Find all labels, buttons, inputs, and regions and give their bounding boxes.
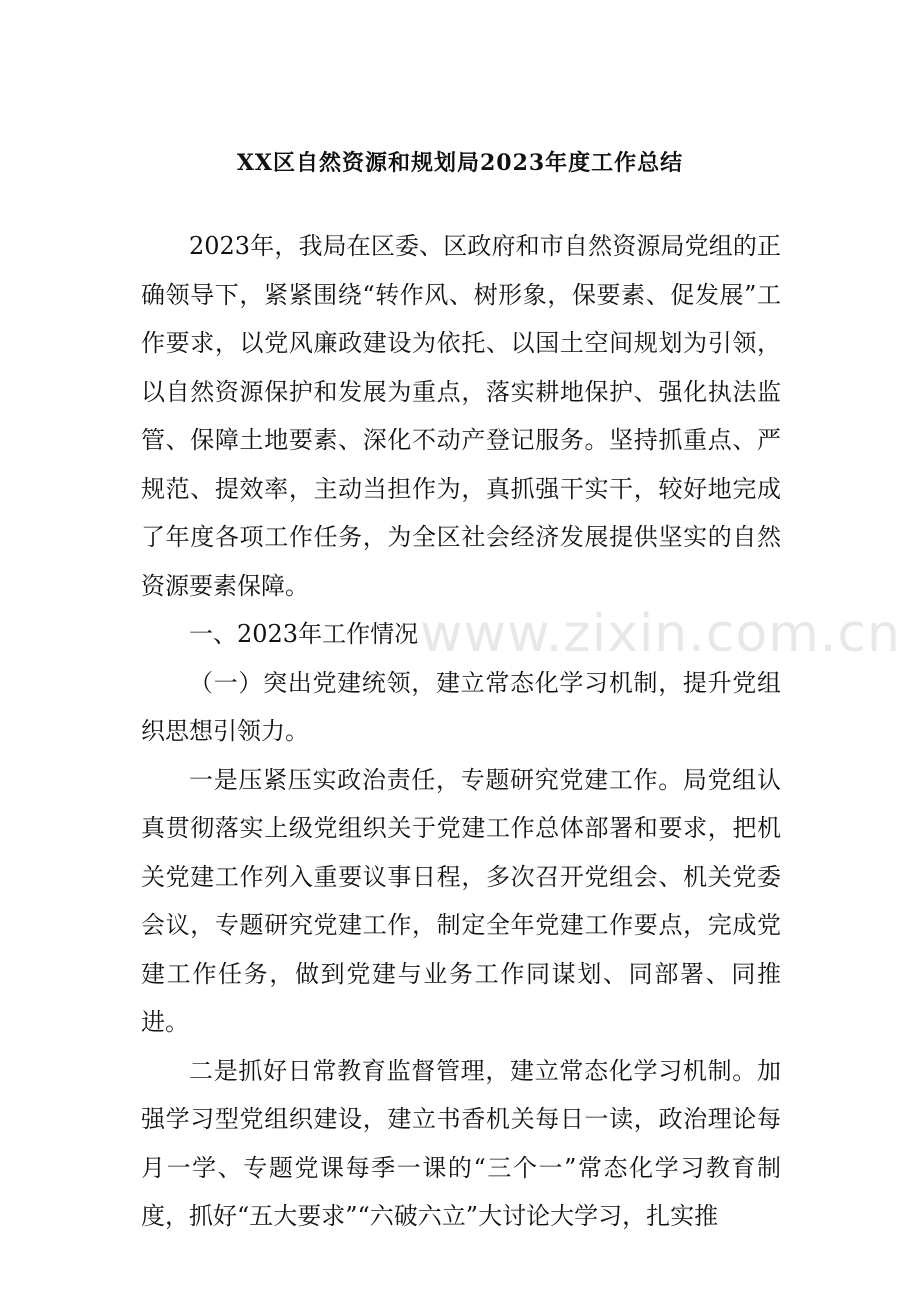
paragraph-point-one: 一是压紧压实政治责任，专题研究党建工作。局党组认真贯彻落实上级党组织关于党建工作总体部署和要求，把机关党建工作列入重要议事日程，多次召开党组会、机关党委会议，专题研究党建工作，制定全年党建工作要点，完成党建工作任务，做到党建与业务工作同谋划、同部署、同推进。 (141, 765, 781, 1036)
subsection-heading: （一）突出党建统领，建立常态化学习机制，提升党组织思想引领力。 (141, 668, 781, 745)
watermark: www.zixin.com.cn (420, 604, 901, 664)
document-body (141, 222, 781, 1241)
document-title: XX区自然资源和规划局2023年度工作总结 (236, 150, 684, 176)
paragraph-intro: 2023年，我局在区委、区政府和市自然资源局党组的正确领导下，紧紧围绕“转作风、树形象，保要素、促发展”工作要求，以党风廉政建设为依托、以国土空间规划为引领，以自然资源保护和发展为重点，落实耕地保护、强化执法监管、保障土地要素、深化不动产登记服务。坚持抓重点、严规范、提效率，主动当担作为，真抓强干实干，较好地完成了年度各项工作任务，为全区社会经济发展提供坚实的自然资源要素保障。 (141, 232, 781, 600)
section-heading: 一、2023年工作情况 (189, 620, 419, 648)
paragraph-point-two: 二是抓好日常教育监督管理，建立常态化学习机制。加强学习型党组织建设，建立书香机关每日一读，政治理论每月一学、专题党课每季一课的“三个一”常态化学习教育制度，抓好“五大要求”“六破六立”大讨论大学习，扎实推 (141, 1056, 781, 1230)
